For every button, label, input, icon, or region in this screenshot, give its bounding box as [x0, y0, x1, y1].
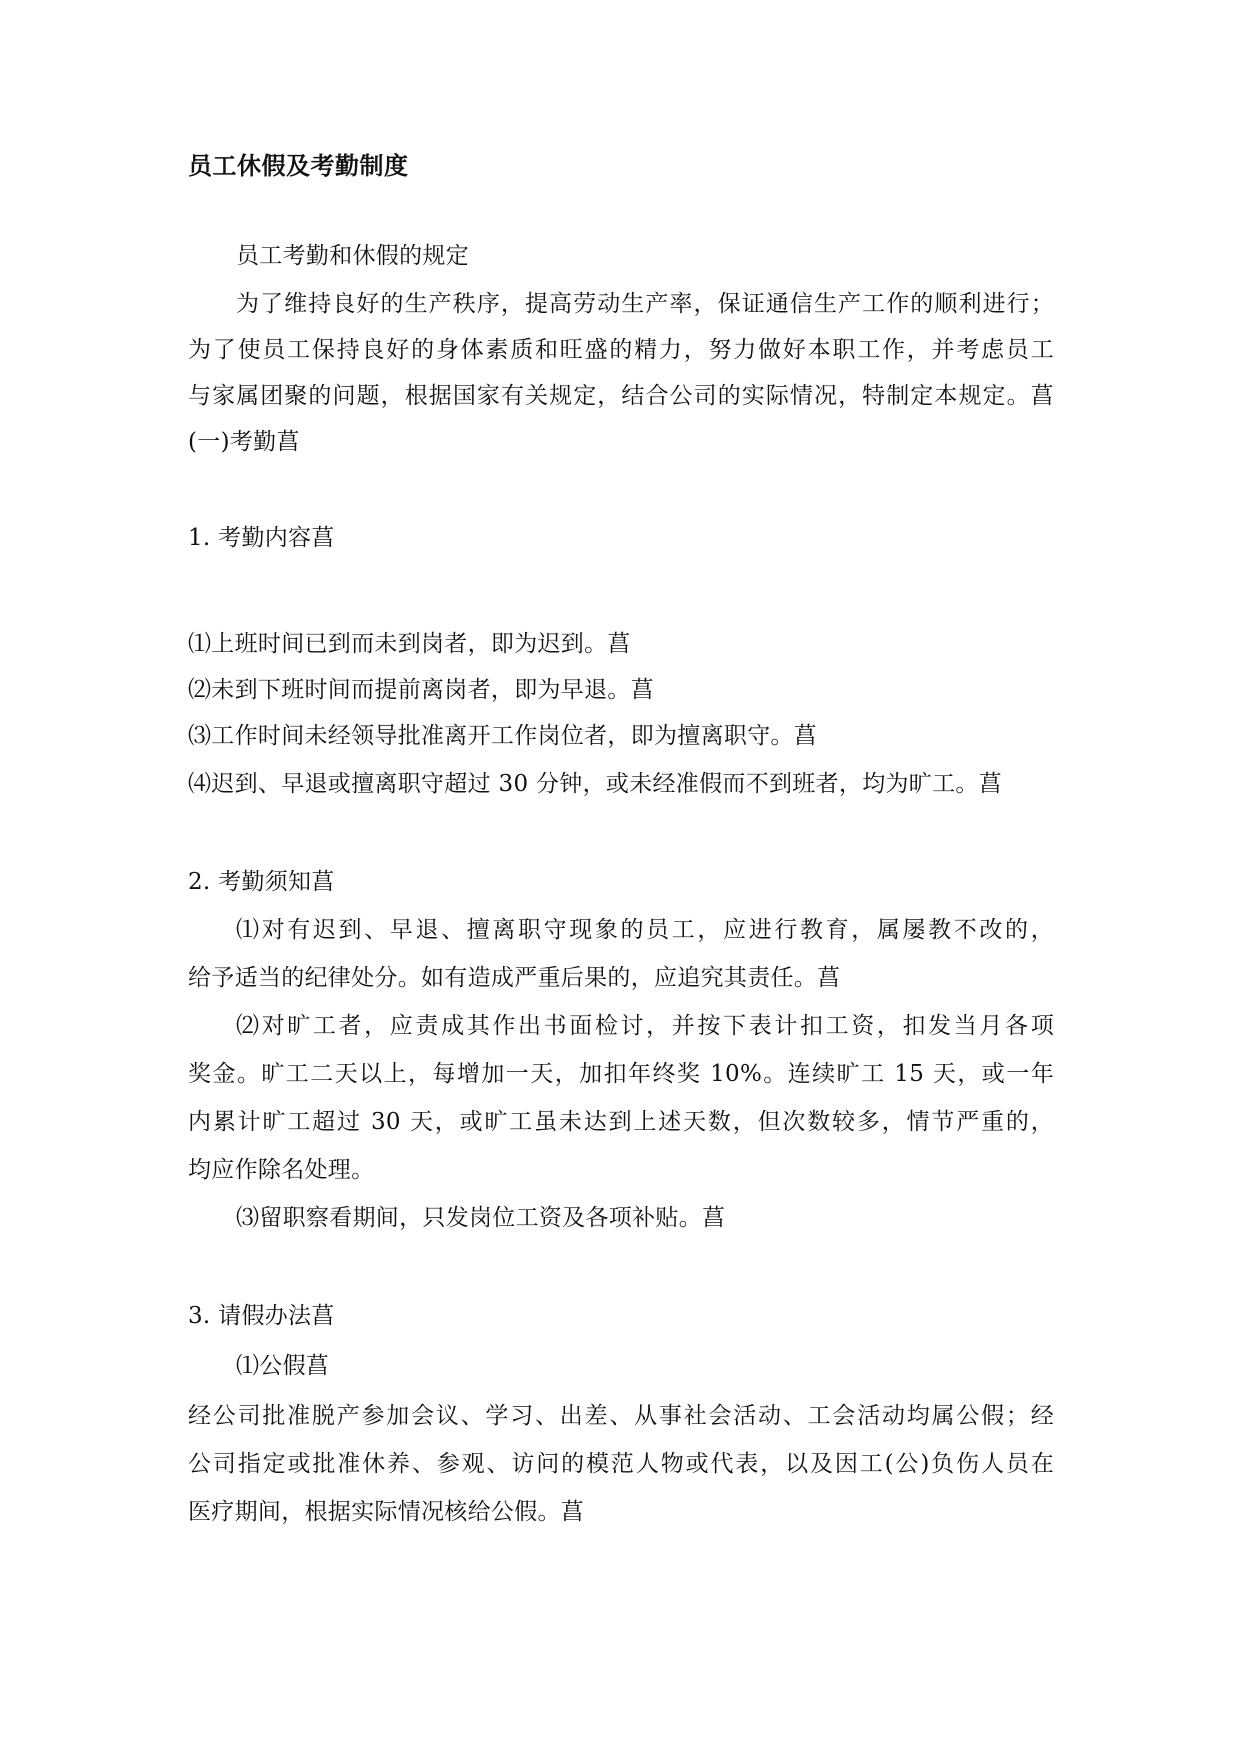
section-heading: (一)考勤菖: [188, 429, 300, 455]
paragraph-line: 医疗期间，根据实际情况核给公假。菖: [188, 1499, 585, 1525]
intro-line-1: 为了维持良好的生产秩序，提高劳动生产率，保证通信生产工作的顺利进行；: [236, 291, 1054, 317]
paragraph-line: 奖金。旷工二天以上，每增加一天，加扣年终奖 10%。连续旷工 15 天，或一年: [188, 1061, 1054, 1087]
intro-line-3: 与家属团聚的问题，根据国家有关规定，结合公司的实际情况，特制定本规定。菖: [188, 383, 1054, 409]
paragraph-line: 经公司批准脱产参加会议、学习、出差、从事社会活动、工会活动均属公假；经: [188, 1403, 1054, 1429]
paragraph-line: ⑵对旷工者，应责成其作出书面检讨，并按下表计扣工资，扣发当月各项: [236, 1013, 1054, 1039]
subtitle: 员工考勤和休假的规定: [236, 243, 469, 269]
paragraph-line: 均应作除名处理。: [188, 1157, 375, 1183]
paragraph-line: 给予适当的纪律处分。如有造成严重后果的，应追究其责任。菖: [188, 965, 841, 991]
subsection-1-heading: 1. 考勤内容菖: [188, 525, 335, 551]
paragraph-line: ⑴对有迟到、早退、擅离职守现象的员工，应进行教育，属屡教不改的，: [236, 917, 1054, 943]
item-heading: ⑴公假菖: [236, 1353, 330, 1379]
paragraph-line: 内累计旷工超过 30 天，或旷工虽未达到上述天数，但次数较多，情节严重的，: [188, 1109, 1054, 1135]
list-item: ⑶工作时间未经领导批准离开工作岗位者，即为擅离职守。菖: [188, 723, 818, 749]
list-item: ⑷迟到、早退或擅离职守超过 30 分钟，或未经准假而不到班者，均为旷工。菖: [188, 771, 1002, 797]
paragraph-line: 公司指定或批准休养、参观、访问的模范人物或代表，以及因工(公)负伤人员在: [188, 1451, 1054, 1477]
subsection-2-heading: 2. 考勤须知菖: [188, 869, 335, 895]
list-item: ⑵未到下班时间而提前离岗者，即为早退。菖: [188, 677, 654, 703]
paragraph-line: ⑶留职察看期间，只发岗位工资及各项补贴。菖: [236, 1205, 726, 1231]
document-title: 员工休假及考勤制度: [188, 151, 409, 180]
subsection-3-heading: 3. 请假办法菖: [188, 1303, 335, 1329]
intro-line-2: 为了使员工保持良好的身体素质和旺盛的精力，努力做好本职工作，并考虑员工: [188, 337, 1054, 363]
list-item: ⑴上班时间已到而未到岗者，即为迟到。菖: [188, 631, 631, 657]
